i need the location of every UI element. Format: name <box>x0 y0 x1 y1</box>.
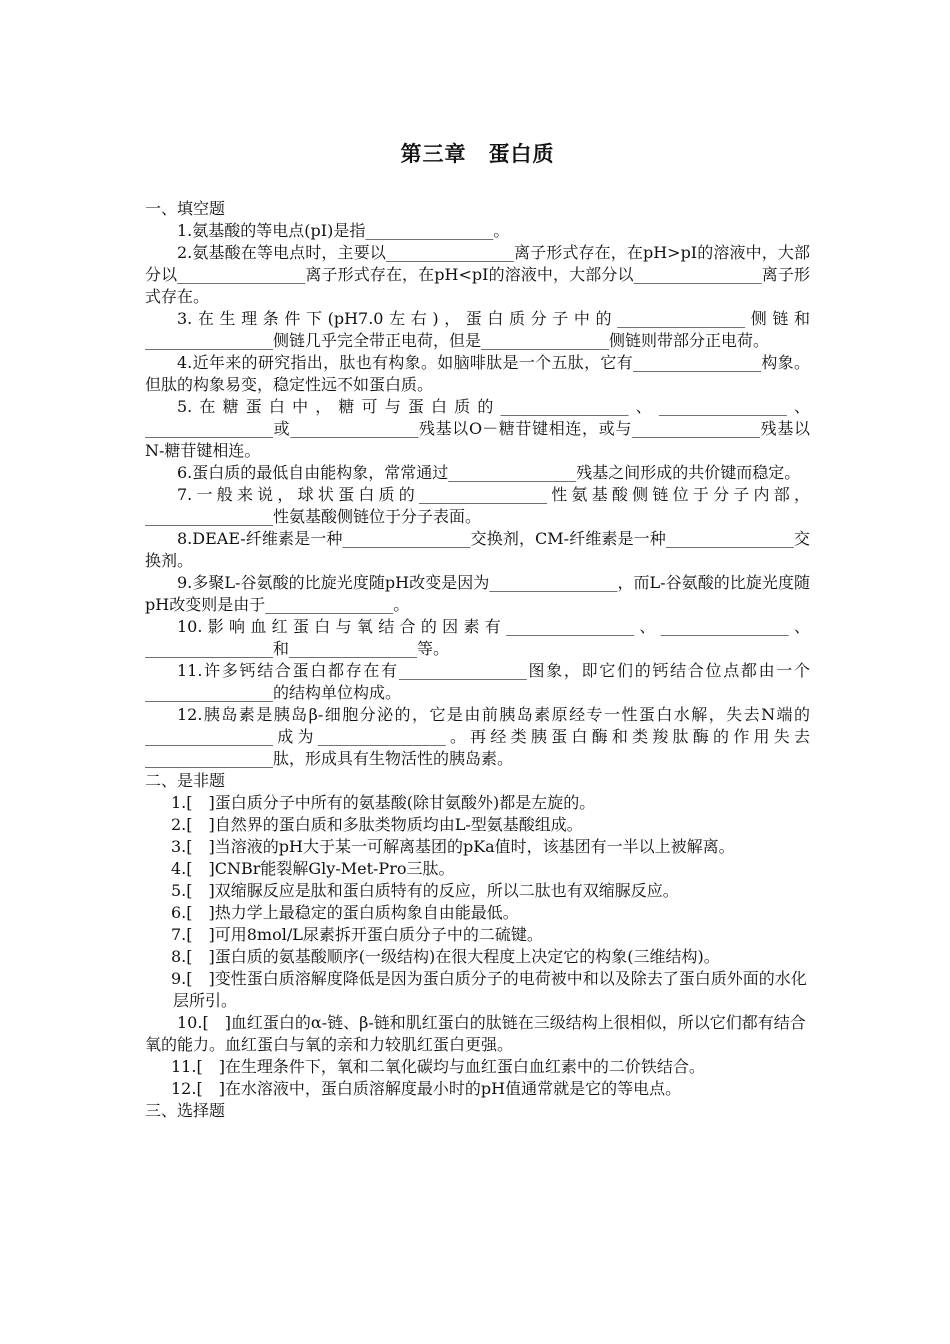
fill-item: 11.许多钙结合蛋白都存在有________________图象，即它们的钙结合位点都由一个________________的结构单位构成。 <box>145 661 810 702</box>
true-false-item: 5.[ ]双缩脲反应是肽和蛋白质特有的反应，所以二肽也有双缩脲反应。 <box>171 881 679 900</box>
true-false-item: 8.[ ]蛋白质的氨基酸顺序(一级结构)在很大程度上决定它的构象(三维结构)。 <box>171 947 720 966</box>
page-title: 第三章 蛋白质 <box>400 142 555 166</box>
true-false-item: 12.[ ]在水溶液中，蛋白质溶解度最小时的pH值通常就是它的等电点。 <box>171 1079 682 1098</box>
section-heading-choice: 三、选择题 <box>145 1101 226 1120</box>
fill-item: 12.胰岛素是胰岛β-细胞分泌的，它是由前胰岛素原经专一性蛋白水解，失去N端的________________成为________________。再经类胰蛋白酶和类羧肽酶的作用失去________________肽，形成具有生物活性的胰岛素。 <box>145 705 810 768</box>
document-body <box>145 198 810 1122</box>
fill-item: 8.DEAE-纤维素是一种________________交换剂，CM-纤维素是一种________________交换剂。 <box>145 529 810 570</box>
true-false-item: 6.[ ]热力学上最稳定的蛋白质构象自由能最低。 <box>171 903 519 922</box>
true-false-item: 10.[ ]血红蛋白的α-链、β-链和肌红蛋白的肽链在三级结构上很相似，所以它们都有结合氧的能力。血红蛋白与氧的亲和力较肌红蛋白更强。 <box>145 1013 806 1054</box>
true-false-item: 1.[ ]蛋白质分子中所有的氨基酸(除甘氨酸外)都是左旋的。 <box>171 793 596 812</box>
true-false-item: 3.[ ]当溶液的pH大于某一可解离基团的pKa值时，该基团有一半以上被解离。 <box>171 837 735 856</box>
fill-item: 2.氨基酸在等电点时，主要以________________离子形式存在，在pH>pI的溶液中，大部分以________________离子形式存在，在pH<pI的溶液中，大部分以________________离子形式存在。 <box>145 243 810 306</box>
fill-item: 1.氨基酸的等电点(pI)是指________________。 <box>177 221 510 240</box>
fill-item: 7.一般来说，球状蛋白质的________________性氨基酸侧链位于分子内部，________________性氨基酸侧链位于分子表面。 <box>145 485 810 526</box>
section-heading-fill: 一、填空题 <box>145 199 226 218</box>
true-false-item: 9.[ ]变性蛋白质溶解度降低是因为蛋白质分子的电荷被中和以及除去了蛋白质外面的水化层所引。 <box>171 969 807 1010</box>
fill-item: 4.近年来的研究指出，肽也有构象。如脑啡肽是一个五肽，它有________________构象。但肽的构象易变，稳定性远不如蛋白质。 <box>145 353 810 394</box>
true-false-item: 2.[ ]自然界的蛋白质和多肽类物质均由L-型氨基酸组成。 <box>171 815 583 834</box>
true-false-item: 7.[ ]可用8mol/L尿素拆开蛋白质分子中的二硫键。 <box>171 925 543 944</box>
true-false-item: 4.[ ]CNBr能裂解Gly-Met-Pro三肽。 <box>171 859 455 878</box>
fill-item: 6.蛋白质的最低自由能构象，常常通过________________残基之间形成的共价键而稳定。 <box>177 463 801 482</box>
fill-item: 5.在糖蛋白中，糖可与蛋白质的________________、________________、________________或________________残基以O－糖苷键相连，或与________________残基以N-糖苷键相连。 <box>145 397 810 460</box>
section-heading-true-false: 二、是非题 <box>145 771 226 790</box>
true-false-item: 11.[ ]在生理条件下，氧和二氧化碳均与血红蛋白血红素中的二价铁结合。 <box>171 1057 705 1076</box>
fill-item: 10.影响血红蛋白与氧结合的因素有________________、________________、________________和________________等。 <box>145 617 810 658</box>
fill-item: 3.在生理条件下(pH7.0左右)，蛋白质分子中的________________侧链和________________侧链几乎完全带正电荷，但是________________侧链则带部分正电荷。 <box>145 309 810 350</box>
fill-item: 9.多聚L-谷氨酸的比旋光度随pH改变是因为________________，而L-谷氨酸的比旋光度随pH改变则是由于________________。 <box>145 573 810 614</box>
